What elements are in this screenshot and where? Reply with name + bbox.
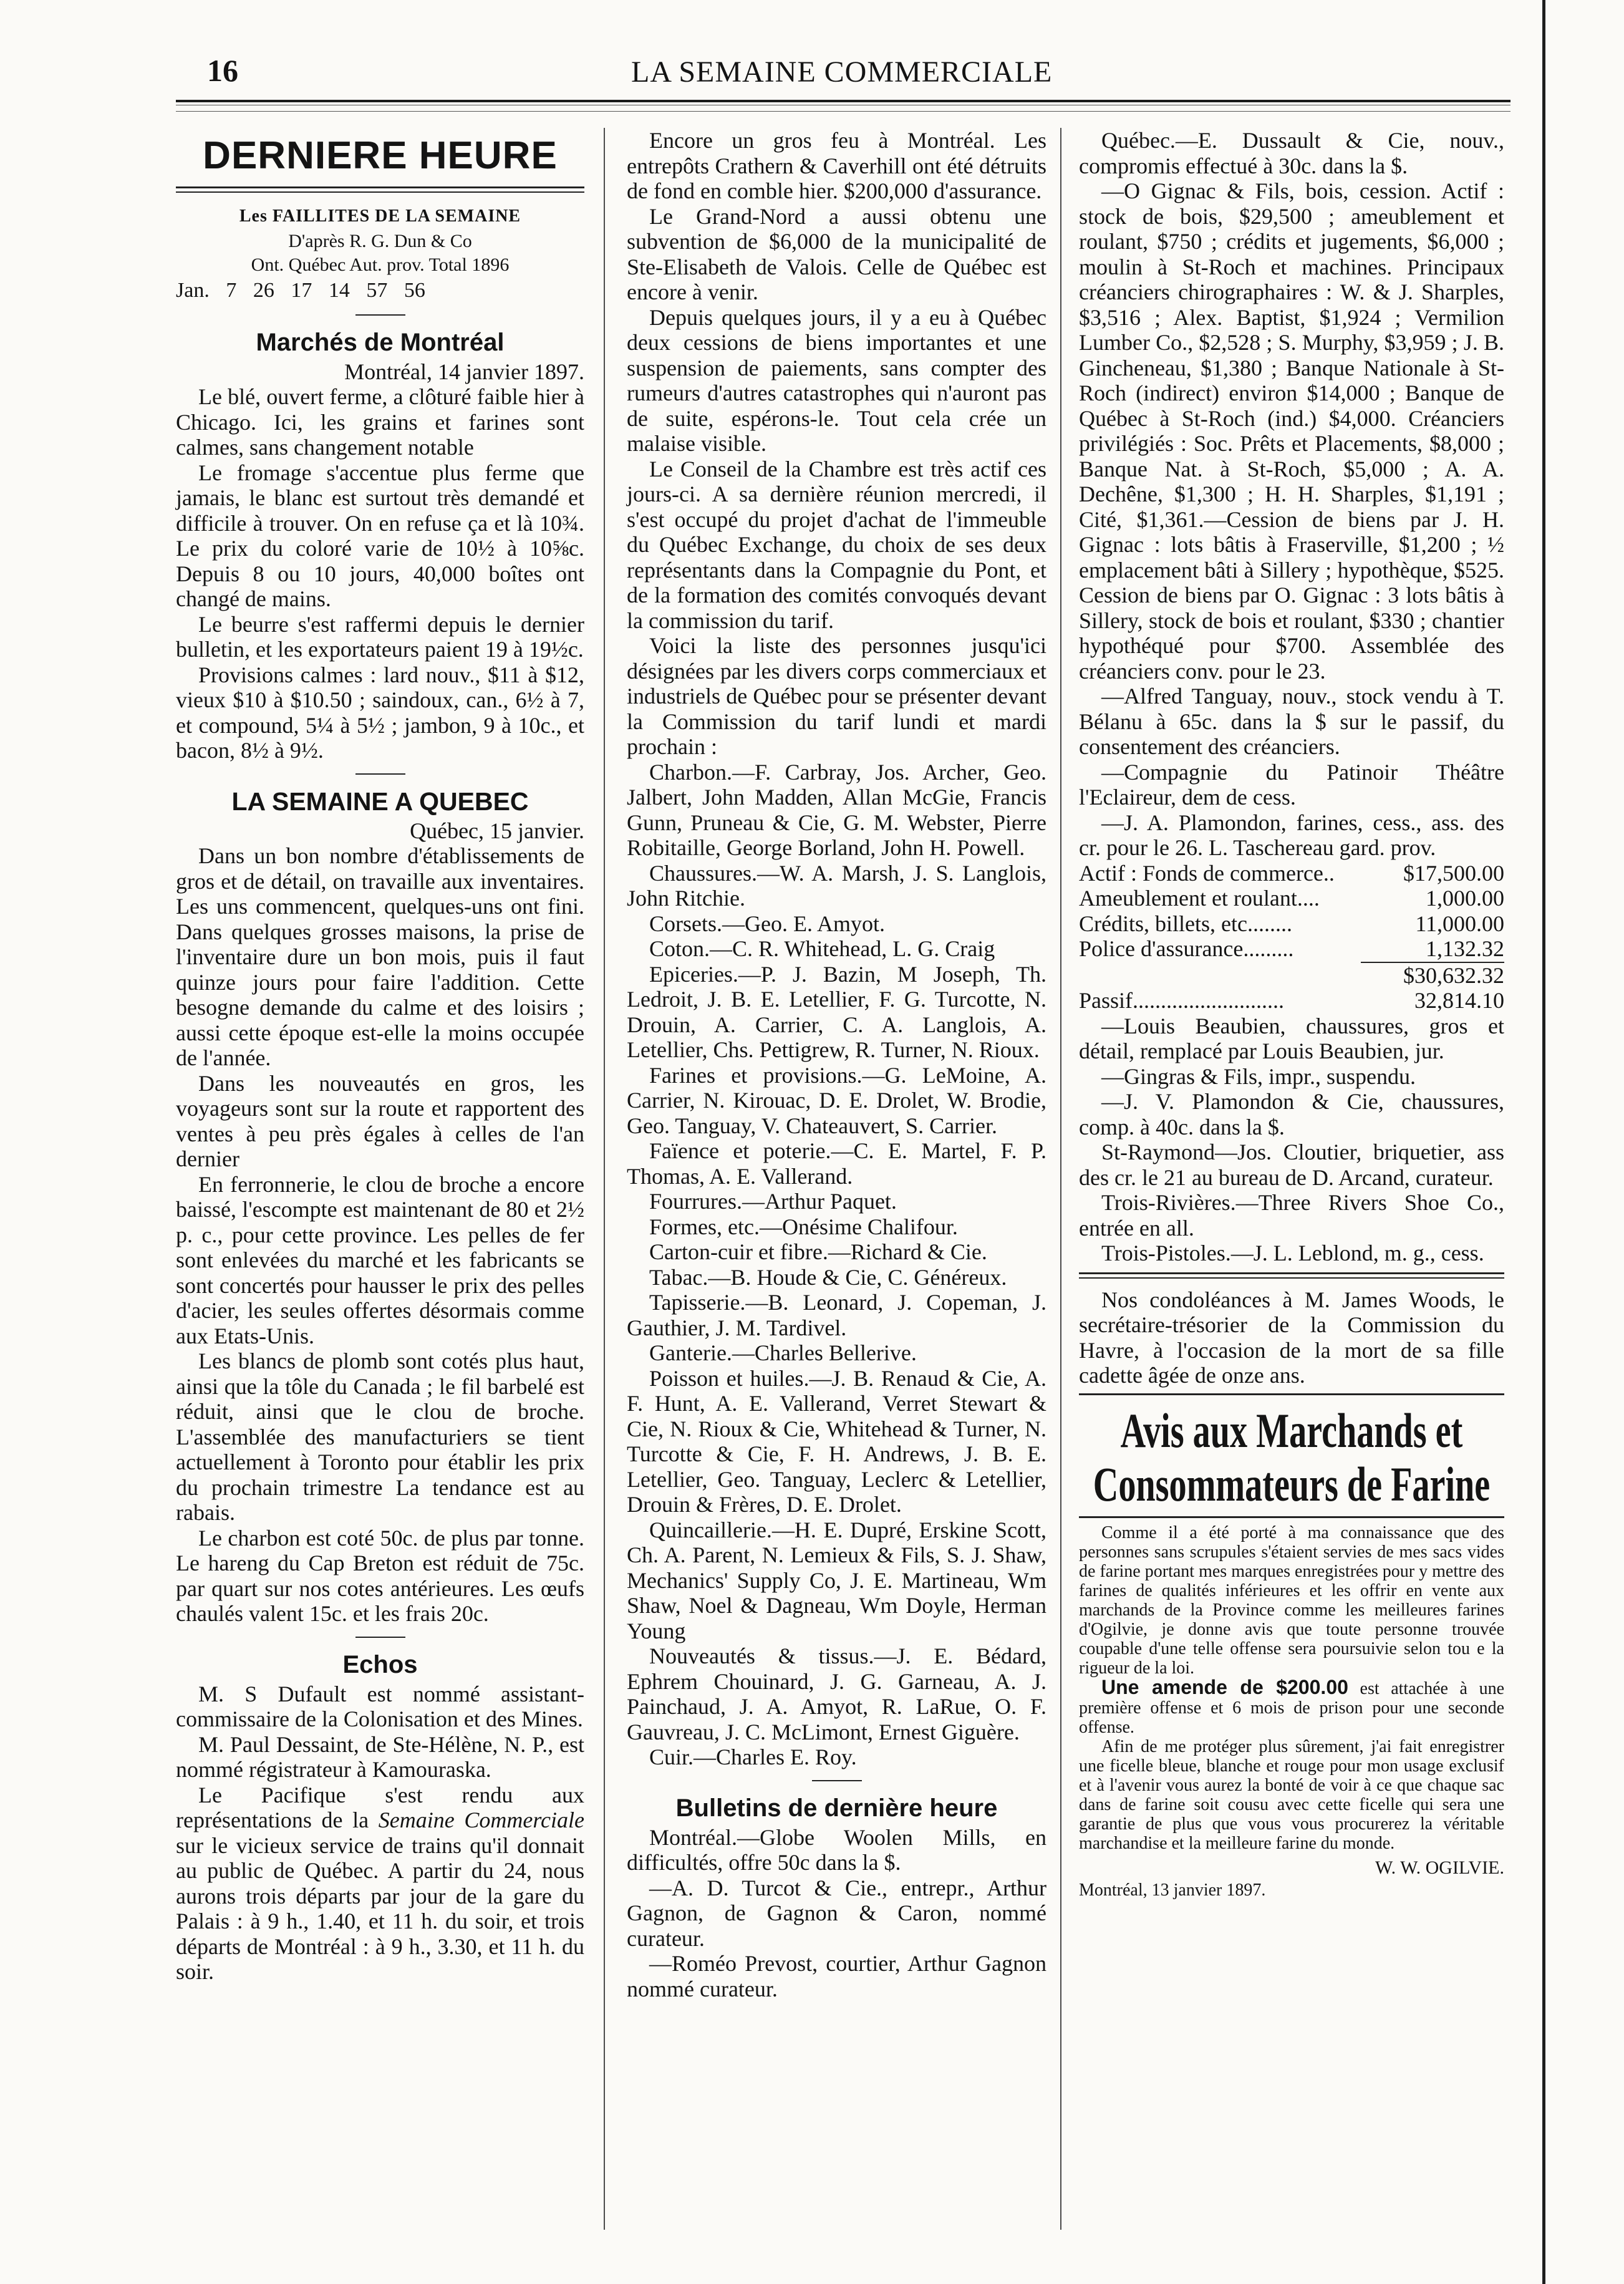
paragraph: —Gingras & Fils, impr., suspendu. <box>1101 1063 1416 1089</box>
paragraph: —Compagnie du Patinoir Théâtre l'Eclaireur, dem de cess. <box>1079 759 1504 810</box>
text-run: est attachée à une première offense et 6 mois de prison pour une seconde offense. <box>1079 1678 1504 1737</box>
divider <box>1079 1393 1504 1395</box>
paragraph: M. S Dufault est nommé assistant-commissaire de la Colonisation et des Mines. <box>176 1681 584 1731</box>
column-separator <box>604 128 605 2230</box>
faillites-header: Ont. Québec Aut. prov. Total 1896 <box>251 254 510 275</box>
quebec-title: LA SEMAINE A QUEBEC <box>231 786 529 816</box>
column-1 <box>176 128 584 1985</box>
list-item: Charbon.—F. Carbray, Jos. Archer, Geo. Jalbert, John Madden, Allan McGie, Francis Gunn, Pruneau & Cie, G. M. Webster, Pierre Robitaille, George Borland, John H. Powell. <box>627 759 1046 860</box>
paragraph: Montréal.—Globe Woolen Mills, en difficultés, offre 50c dans la $. <box>627 1824 1046 1875</box>
ledger-value: $17,500.00 <box>1403 860 1504 886</box>
ledger-value: 1,132.32 <box>1426 936 1504 961</box>
paragraph: —Alfred Tanguay, nouv., stock vendu à T. Bélanu à 65c. dans la $ sur le passif, du consentement des créanciers. <box>1079 684 1504 759</box>
text-run: sur le vicieux service de trains qu'il donnait au public de Québec. A partir du 24, nous aurons trois départs par jour de la gare du Palais : à 9 h., 1.40, et 11 h. du soir, et trois départs de Montréal : à 9 h., 3.30, et 11 h. du soir. <box>176 1832 584 1984</box>
divider <box>1079 1272 1504 1279</box>
advertisement-text: Afin de me protéger plus sûrement, j'ai fait enregistrer une ficelle bleue, blanche et rouge pour mon usage exclusif et à l'avenir vous aurez la bonté de voir à ce que chaque sac dans de farine soit cousu avec cette ficelle qui sera une garantie de plus que vous vous procurerez la véritable marchandise et la meilleure farine du monde. <box>1079 1736 1504 1853</box>
list-item: Nouveautés & tissus.—J. E. Bédard, Ephrem Chouinard, J. G. Garneau, A. J. Painchaud, J. A. Amyot, R. LaRue, O. F. Gauvreau, J. C. McLimont, Ernest Giguère. <box>627 1643 1046 1744</box>
list-item: Quincaillerie.—H. E. Dupré, Erskine Scott, Ch. A. Parent, N. Lemieux & Fils, S. J. Shaw, Mechanics' Supply Co, J. E. Martineau, Wm Shaw, Noel & Dagneau, Wm Doyle, Herman Young <box>627 1517 1046 1643</box>
marches-dateline: Montréal, 14 janvier 1897. <box>344 359 584 384</box>
ledger-label: Actif : Fonds de commerce.. <box>1079 860 1335 886</box>
list-item: Farines et provisions.—G. LeMoine, A. Carrier, N. Kirouac, D. E. Drolet, W. Brodie, Geo. Tanguay, V. Chateauvert, S. Carrier. <box>627 1062 1046 1138</box>
ledger-label: Police d'assurance......... <box>1079 936 1294 961</box>
header-rule-thin-2 <box>176 111 1510 112</box>
column-2 <box>627 128 1046 2001</box>
quebec-dateline: Québec, 15 janvier. <box>410 818 584 843</box>
paragraph: —O Gignac & Fils, bois, cession. Actif : stock de bois, $29,500 ; ameublement et roulant, $750 ; crédits et jugements, $6,000 ; moulin à St-Roch et machines. Principaux créanciers chirographaires : W. & J. Sharples, $3,516 ; Alex. Baptist, $1,924 ; Vermilion Lumber Co., $2,528 ; S. Murphy, $3,959 ; J. B. Gincheneau, $1,380 ; Banque Nationale à St-Roch (indirect) environ $14,000 ; Banque de Québec à St-Roch (ind.) $4,000. Créanciers privilégiés : Soc. Prêts et Placements, $8,000 ; Banque Nat. à St-Roch, $5,000 ; A. A. Dechêne, $1,300 ; H. H. Sharples, $1,191 ; Cité, $1,361.—Cession de biens par J. H. Gignac : lots bâtis à Fraserville, $1,200 ; ½ emplacement bâti à Sillery ; hypothèque, $525. Cession de biens par O. Gignac : 3 lots bâtis à Sillery, stock de bois et roulant, $330 ; chantier hypothéqué pour $700. Assemblée des créanciers conv. pour le 23. <box>1079 178 1504 684</box>
faillites-title: Les FAILLITES DE LA SEMAINE <box>239 206 521 226</box>
ledger-row <box>1079 988 1504 1014</box>
paragraph: Provisions calmes : lard nouv., $11 à $12, vieux $10 à $10.50 ; saindoux, can., 6½ à 7, et compound, 5¼ à 5½ ; jambon, 9 à 10c., et bacon, 8½ à 9½. <box>176 662 584 763</box>
column-separator <box>1060 128 1061 2230</box>
publication-name: Semaine Commerciale <box>378 1807 585 1832</box>
divider <box>355 1637 405 1638</box>
advertisement-text: Comme il a été porté à ma connaissance que des personnes sans scrupules s'étaient servies de mes sacs vides de farine portant mes marques enregistrées pour y mettre des farines de qualités inférieures et les offrir en vente aux marchands de la Province comme les meilleures farines d'Ogilvie, je donne avis que toute personne trouvée coupable d'une telle offense sera poursuivie selon tou e la rigueur de la loi. <box>1079 1522 1504 1678</box>
ledger-label: Crédits, billets, etc........ <box>1079 911 1292 936</box>
paragraph: Québec.—E. Dussault & Cie, nouv., compromis effectué à 30c. dans la $. <box>1079 128 1504 178</box>
divider <box>176 186 584 193</box>
paragraph: Dans les nouveautés en gros, les voyageurs sont sur la route et rapportent des ventes à peu près égales à celles de l'an dernier <box>176 1070 584 1171</box>
ledger-label: Passif........................... <box>1079 988 1285 1013</box>
marches-title: Marchés de Montréal <box>256 328 505 356</box>
paragraph: Depuis quelques jours, il y a eu à Québec deux cessions de biens importantes et une suspension de paiements, sans compter des rumeurs d'autres catastrophes qui n'auront pas de suite, espérons-le. Tout cela crée un malaise visible. <box>627 304 1046 456</box>
fine-notice: Une amende de $200.00 <box>1101 1675 1348 1698</box>
paragraph: En ferronnerie, le clou de broche a encore baissé, l'escompte est maintenant de 80 et 2½ p. c., pour cette province. Les pelles de fer sont enlevées du marché et les fabricants se sont concertés pour hausser le prix des pelles d'acier, les seules offertes désormais comme aux Etats-Unis. <box>176 1171 584 1348</box>
list-item: Coton.—C. R. Whitehead, L. G. Craig <box>649 936 995 961</box>
column-3 <box>1079 128 1504 1900</box>
ledger-row <box>1079 861 1504 886</box>
derniere-heure-title: DERNIERE HEURE <box>203 134 558 177</box>
ledger-label: Ameublement et roulant.... <box>1079 886 1320 911</box>
bulletins-title: Bulletins de dernière heure <box>675 1794 998 1822</box>
paragraph: Le fromage s'accentue plus ferme que jamais, le blanc est surtout très demandé et difficile à trouver. On en refuse ça et là 10¾. Le prix du coloré varie de 10½ à 10⅝c. Depuis 8 ou 10 jours, 40,000 boîtes ont changé de mains. <box>176 460 584 611</box>
paragraph <box>176 1783 584 1985</box>
paragraph: —J. V. Plamondon & Cie, chaussures, comp. à 40c. dans la $. <box>1079 1089 1504 1140</box>
paragraph: Encore un gros feu à Montréal. Les entrepôts Crathern & Caverhill ont été détruits de fond en comble hier. $200,000 d'assurance. <box>627 128 1046 203</box>
paragraph: —Louis Beaubien, chaussures, gros et détail, remplacé par Louis Beaubien, jur. <box>1079 1013 1504 1063</box>
advertisement-title: Avis aux Marchands et Consommateurs de Farine <box>1093 1403 1491 1511</box>
faillites-source: D'après R. G. Dun & Co <box>288 230 472 251</box>
paragraph: Voici la liste des personnes jusqu'ici désignées par les divers corps commerciaux et industriels de Québec pour se présenter devant la Commission du tarif lundi et mardi prochain : <box>627 633 1046 759</box>
list-item: Cuir.—Charles E. Roy. <box>649 1744 857 1769</box>
paragraph: Trois-Rivières.—Three Rivers Shoe Co., entrée en all. <box>1079 1190 1504 1241</box>
list-item: Chaussures.—W. A. Marsh, J. S. Langlois, John Ritchie. <box>627 860 1046 911</box>
list-item: Epiceries.—P. J. Bazin, M Joseph, Th. Ledroit, J. B. E. Letellier, F. G. Turcotte, N. Drouin, A. Carrier, C. A. Langlois, A. Letellier, Chs. Pettigrew, R. Turner, N. Rioux. <box>627 961 1046 1062</box>
paragraph: St-Raymond—Jos. Cloutier, briquetier, ass des cr. le 21 au bureau de D. Arcand, curateur. <box>1079 1140 1504 1190</box>
page-edge-line <box>1542 0 1545 2284</box>
advertisement-date: Montréal, 13 janvier 1897. <box>1079 1880 1266 1900</box>
list-item: Tapisserie.—B. Leonard, J. Copeman, J. Gauthier, J. M. Tardivel. <box>627 1290 1046 1340</box>
condolences-notice: Nos condoléances à M. James Woods, le secrétaire-trésorier de la Commission du Havre, à l'occasion de la mort de sa fille cadette âgée de onze ans. <box>1079 1287 1504 1388</box>
list-item: Formes, etc.—Onésime Chalifour. <box>649 1214 958 1239</box>
paragraph: Les blancs de plomb sont cotés plus haut, ainsi que la tôle du Canada ; le fil barbelé est réduit, ainsi que le clou de broche. L'assemblée des manufacturiers se tient actuellement à Toronto pour établir les prix du prochain trimestre La tendance est au rabais. <box>176 1348 584 1525</box>
paragraph: Le Grand-Nord a aussi obtenu une subvention de $6,000 de la municipalité de Ste-Elisabeth de Valois. Celle de Québec est encore à venir. <box>627 203 1046 304</box>
divider <box>355 773 405 775</box>
list-item: Tabac.—B. Houde & Cie, C. Généreux. <box>649 1264 1007 1290</box>
ledger-row <box>1079 911 1504 937</box>
paragraph: —Roméo Prevost, courtier, Arthur Gagnon nommé curateur. <box>627 1951 1046 2001</box>
paragraph: —J. A. Plamondon, farines, cess., ass. des cr. pour le 26. L. Taschereau gard. prov. <box>1079 810 1504 860</box>
paragraph: Le Conseil de la Chambre est très actif ces jours-ci. A sa dernière réunion mercredi, il s'est occupé du projet d'achat de l'immeuble du Québec Exchange, du choix de ses deux représentants dans la Compagnie du Pont, et de la formation des comités convoqués devant la commission du tarif. <box>627 456 1046 633</box>
list-item: Corsets.—Geo. E. Amyot. <box>649 911 885 936</box>
divider <box>1079 1516 1504 1518</box>
paragraph: Le charbon est coté 50c. de plus par tonne. Le hareng du Cap Breton est réduit de 75c. par quart sur nos cotes antérieures. Les œufs chaulés valent 15c. et les frais 20c. <box>176 1525 584 1626</box>
list-item: Carton-cuir et fibre.—Richard & Cie. <box>649 1239 987 1264</box>
echos-title: Echos <box>342 1650 418 1678</box>
divider <box>355 314 405 316</box>
paragraph: M. Paul Dessaint, de Ste-Hélène, N. P., est nommé régistrateur à Kamouraska. <box>176 1731 584 1782</box>
list-item: Poisson et huiles.—J. B. Renaud & Cie, A. F. Hunt, A. E. Vallerand, Verret Stewart & Cie, N. Rioux & Cie, Whitehead & Turner, N. Turcotte & Cie, F. H. Andrews, J. B. E. Letellier, Geo. Tanguay, Leclerc & Letellier, Drouin & Frères, D. E. Drolet. <box>627 1365 1046 1517</box>
list-item: Fourrures.—Arthur Paquet. <box>649 1189 897 1214</box>
paragraph: —A. D. Turcot & Cie., entrepr., Arthur Gagnon, de Gagnon & Caron, nommé curateur. <box>627 1875 1046 1951</box>
faillites-row: Jan. 7 26 17 14 57 56 <box>176 278 425 302</box>
list-item: Faïence et poterie.—C. E. Martel, F. P. Thomas, A. E. Vallerand. <box>627 1138 1046 1189</box>
advertisement-signature: W. W. OGILVIE. <box>1375 1857 1504 1878</box>
ledger-total: $30,632.32 <box>1403 962 1504 988</box>
divider <box>812 1780 862 1781</box>
paragraph: Le blé, ouvert ferme, a clôturé faible hier à Chicago. Ici, les grains et farines sont calmes, sans changement notable <box>176 384 584 460</box>
paragraph: Trois-Pistoles.—J. L. Leblond, m. g., cess. <box>1101 1241 1484 1265</box>
page-number: 16 <box>207 53 238 88</box>
ledger-value: 11,000.00 <box>1415 911 1504 936</box>
list-item: Ganterie.—Charles Bellerive. <box>649 1340 917 1365</box>
ledger-row <box>1079 936 1504 962</box>
publication-title: LA SEMAINE COMMERCIALE <box>631 56 1053 89</box>
paragraph: Le beurre s'est raffermi depuis le dernier bulletin, et les exportateurs paient 19 à 19½c. <box>176 611 584 662</box>
ledger-value: 1,000.00 <box>1426 886 1504 911</box>
ledger-row <box>1079 886 1504 911</box>
advertisement-text <box>1079 1675 1504 1737</box>
paragraph: Dans un bon nombre d'établissements de gros et de détail, on travaille aux inventaires. Les uns commencent, quelques-uns ont fini. Dans quelques grosses maisons, la prise de l'inventaire dure un bon mois, puis il faut quinze jours pour faire l'addition. Cette besogne demande du calme et des loisirs ; aussi cette époque est-elle la moins occupée de l'année. <box>176 843 584 1070</box>
header-rule <box>176 100 1510 102</box>
text-run: Le Pacifique s'est rendu aux représentations de la <box>176 1782 584 1832</box>
ledger-value: 32,814.10 <box>1414 988 1504 1013</box>
